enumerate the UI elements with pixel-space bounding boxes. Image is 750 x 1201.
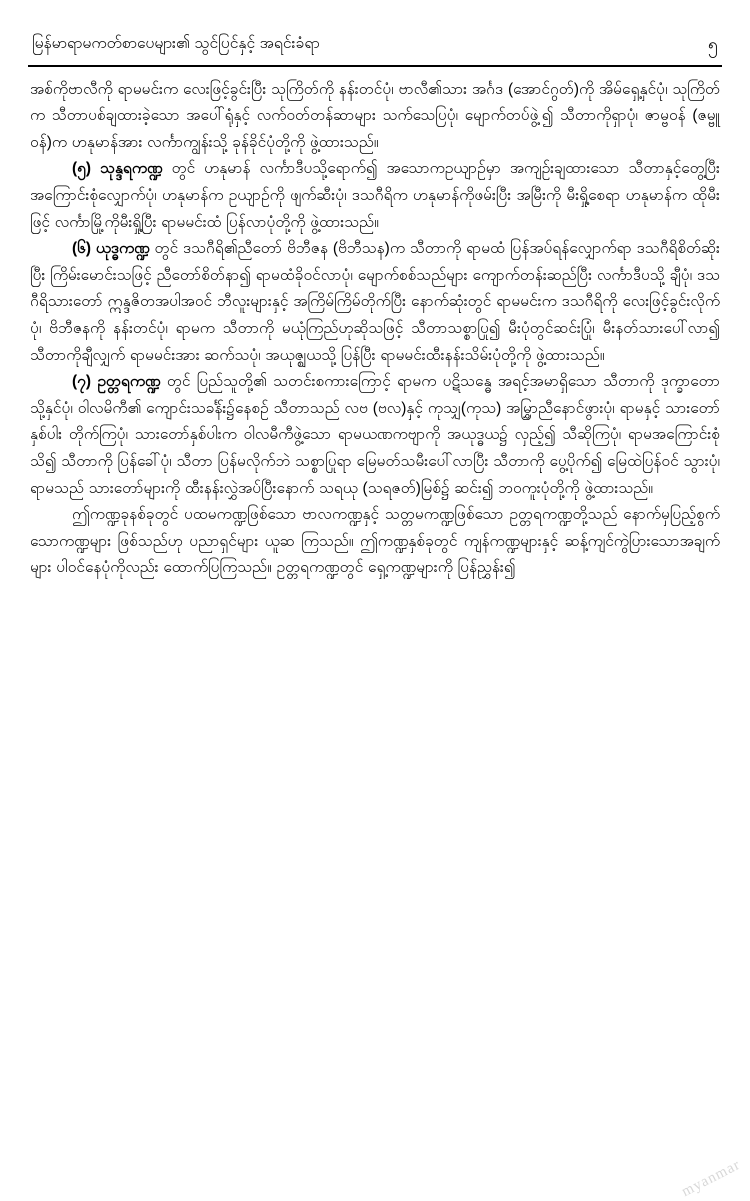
section-label-5: (၅) သုန္ဒရကဏ္ဍ <box>72 160 163 178</box>
page-header <box>26 34 724 56</box>
paragraph-text: တွင် ဟနုမာန် လင်္ကာဒီပသို့ရောက်၍ အသောကဥယျာဉ်မှာ အကျဉ်းချထားသော သီတာနှင့်တွေ့ပြီး အကြောင်းစုံလျှောက်ပုံ၊ ဟနုမာန်က ဥယျာဉ်ကို ဖျက်ဆီးပုံ၊ ဒသဂီရိက ဟနုမာန်ကိုဖမ်းပြီး အမြီးကို မီးရှို့စေရာ ဟနုမာန်က ထိုမီးဖြင့် လင်္ကာမြို့ကိုမီးရှို့ပြီး ရာမမင်းထံ ပြန်လာပုံတို့ကို ဖွဲ့ထားသည်။ <box>30 160 721 231</box>
section-label-7: (၇) ဥတ္တရကဏ္ဍ <box>72 373 161 391</box>
page-number: ၅ <box>707 34 718 54</box>
page-body <box>26 77 724 582</box>
paragraph-section-6 <box>30 236 720 369</box>
paragraph-continued <box>30 77 720 157</box>
section-label-6: (၆) ယုဒ္ဓကဏ္ဍ <box>72 240 150 258</box>
paragraph-text: တွင် ပြည်သူတို့၏ သတင်းစကားကြောင့် ရာမက ပဋိသန္ဓေ အရင့်အမာရှိသော သီတာကို ဒုက္ခာတောသို့နှင်ပုံ၊ ဝါလမိကီ၏ ကျောင်းသခင်္န်း၌နေစဉ် သီတာသည် လဗ (ဗလ)နှင့် ကုသျှ(ကုသ) အမြွှာညီနောင်ဖွားပုံ၊ ရာမနှင့် သားတော် နှစ်ပါး တိုက်ကြပုံ၊ သားတော်နှစ်ပါးက ဝါလမီကီဖွဲ့သော ရာမယဏကဗျာကို အယုဒ္ဓယ၌ လှည့်၍ သီဆိုကြပုံ၊ ရာမအကြောင်းစုံသိ၍ သီတာကို ပြန်ခေါ်ပုံ၊ သီတာ ပြန်မလိုက်ဘဲ သစ္စာပြုရာ မြေမတ်သမီးပေါ်လာပြီး သီတာကို ပွေ့ပိုက်၍ မြေထဲပြန်ဝင် သွားပုံ၊ ရာမသည် သားတော်များကို ထီးနန်းလွှဲအပ်ပြီးနောက် သရယု (သရဇတ်)မြစ်၌ ဆင်း၍ ဘဝကူးပုံတို့ကို ဖွဲ့ထားသည်။ <box>30 373 720 497</box>
header-divider <box>28 65 722 67</box>
paragraph-text: အစ်ကိုဗာလီကို ရာမမင်းက လေးဖြင့်ခွင်းပြီး သုကြိတ်ကို နန်းတင်ပုံ၊ ဗာလီ၏သား အင်္ဂဒ (အောင်ဂွတ်)ကို အိမ်ရှေ့နှင်ပုံ၊ သုကြိတ်က သီတာပစ်ချထားခဲ့သော အပေါ်ရုံနှင့် လက်ဝတ်တန်ဆာများ သက်သေပြပုံ၊ မျောက်တပ်ဖွဲ့၍ သီတာကိုရှာပုံ၊ ဇာမ္ဗဝန် (ဇမ္ဗူဝန်)က ဟနုမာန်အား လင်္ကာကျွန်းသို့ ခုန်ခိုင်ပုံတို့ကို ဖွဲ့ထားသည်။ <box>30 80 720 151</box>
paragraph-text: တွင် ဒသဂီရိ၏ညီတော် ဗိဘီဇန (ဗိဘီသန)က သီတာကို ရာမထံ ပြန်အပ်ရန်လျှောက်ရာ ဒသဂီရိစိတ်ဆိုးပြီး ကြိမ်းမောင်းသဖြင့် ညီတော်စိတ်နာ၍ ရာမထံခိုဝင်လာပုံ၊ မျောက်စစ်သည်များ ကျောက်တန်းဆည်ပြီး လင်္ကာဒီပသို့ ချီပုံ၊ ဒသဂီရိသားတော် ဣန္ဒဇိတအပါအဝင် ဘီလူးများနှင့် အကြိမ်ကြိမ်တိုက်ပြီး နောက်ဆုံးတွင် ရာမမင်းက ဒသဂီရိကို လေးဖြင့်ခွင်းလိုက်ပုံ၊ ဗိဘီဇနကို နန်းတင်ပုံ၊ ရာမက သီတာကို မယုံကြည်ဟုဆိုသဖြင့် သီတာသစ္စာပြု၍ မီးပုံတွင်ဆင်းပြုံ၊ မီးနတ်သားပေါ်လာ၍ သီတာကိုချီလျှက် ရာမမင်းအား ဆက်သပုံ၊ အယုဇ္ဈယသို့ ပြန်ပြီး ရာမမင်းထီးနန်းသိမ်းပုံတို့ကို ဖွဲ့ထားသည်။ <box>30 240 720 364</box>
running-title: မြန်မာရာမကတ်စာပေများ၏ သွင်ပြင်နှင့် အရင်းခံရာ <box>32 35 320 52</box>
watermark: myanmar <box>679 1156 744 1201</box>
paragraph-section-5 <box>30 156 720 236</box>
paragraph-section-7 <box>30 369 720 502</box>
paragraph-text: ဤကဏ္ဍခုနစ်ခုတွင် ပထမကဏ္ဍဖြစ်သော ဗာလကဏ္ဍနှင့် သတ္တမကဏ္ဍဖြစ်သော ဥတ္တရကဏ္ဍတို့သည် နောက်မှပြည့်စွက်သောကဏ္ဍများ ဖြစ်သည်ဟု ပညာရှင်များ ယူဆ ကြသည်။ ဤကဏ္ဍနှစ်ခုတွင် ကျန်ကဏ္ဍများနှင့် ဆန့်ကျင်ကွဲပြားသောအချက်များ ပါဝင်နေပုံကိုလည်း ထောက်ပြကြသည်။ ဥတ္တရကဏ္ဍတွင် ရှေ့ကဏ္ဍများကို ပြန်ညွှန်း၍ <box>30 506 720 577</box>
paragraph-closing <box>30 502 720 582</box>
